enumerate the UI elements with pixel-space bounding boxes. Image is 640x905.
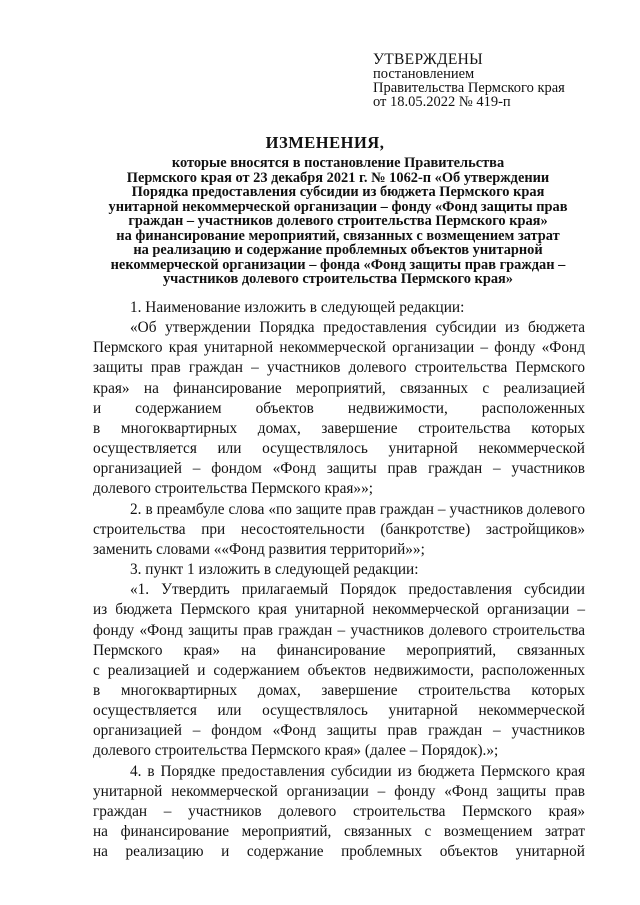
- subtitle-line: на реализацию и содержание проблемных объектов унитарной: [133, 242, 543, 258]
- subtitle-line: Порядка предоставления субсидии из бюджета Пермского края: [131, 184, 545, 200]
- subtitle-line: унитарной некоммерческой организации – фонду «Фонд защиты прав: [108, 198, 568, 215]
- document-title: ИЗМЕНЕНИЯ,: [265, 133, 385, 152]
- body-line: на финансирование мероприятий, связанных с возмещением затрат: [93, 823, 585, 841]
- body-line: Пермского края унитарной некоммерческой организации – фонду «Фонд: [93, 339, 585, 357]
- subtitle-line: граждан – участников долевого строительства Пермского края»: [128, 213, 548, 229]
- subtitle-line: некоммерческой организации – фонда «Фонд защиты прав граждан –: [110, 256, 566, 273]
- body-line: и содержанием объектов недвижимости, расположенных: [93, 399, 585, 417]
- subtitle-line: Пермского края от 23 декабря 2021 г. № 1062-п «Об утверждении: [126, 169, 550, 186]
- approval-line: постановлением: [373, 66, 475, 82]
- body-line: граждан – участников долевого строительства Пермского края»: [93, 802, 585, 820]
- body-line: из бюджета Пермского края унитарной некоммерческой организации –: [93, 601, 585, 619]
- document-body: [93, 298, 585, 862]
- body-line: «1. Утвердить прилагаемый Порядок предоставления субсидии: [130, 581, 585, 599]
- body-line: долевого строительства Пермского края»»;: [93, 480, 373, 498]
- body-line: фонду «Фонд защиты прав граждан – участников долевого строительства: [93, 621, 585, 639]
- approval-line: Правительства Пермского края: [373, 80, 565, 96]
- document-subtitle: [88, 156, 588, 287]
- body-line: организацией – фондом «Фонд защиты прав граждан – участников: [93, 722, 585, 740]
- body-line: строительства при несостоятельности (банкротстве) застройщиков»: [93, 520, 585, 538]
- body-line: защиты прав граждан – участников долевого строительства Пермского: [93, 359, 585, 377]
- body-line: 4. в Порядке предоставления субсидии из бюджета Пермского края: [130, 762, 585, 780]
- approval-stamp: [373, 53, 613, 109]
- subtitle-line: которые вносятся в постановление Правительства: [171, 155, 505, 171]
- body-line: долевого строительства Пермского края» (далее – Порядок).»;: [93, 742, 499, 760]
- subtitle-line: участников долевого строительства Пермского края»: [162, 271, 513, 287]
- body-line: осуществляется или осуществлялось унитарной некоммерческой: [93, 440, 585, 458]
- body-line: с реализацией и содержанием объектов недвижимости, расположенных: [93, 661, 585, 679]
- body-line: «Об утверждении Порядка предоставления субсидии из бюджета: [130, 319, 585, 337]
- body-line: 3. пункт 1 изложить в следующей редакции:: [130, 561, 419, 579]
- approval-date: от 18.05.2022 № 419-п: [373, 94, 511, 110]
- body-line: Пермского края» на финансирование мероприятий, связанных: [93, 641, 585, 659]
- body-line: 1. Наименование изложить в следующей редакции:: [130, 299, 465, 316]
- body-line: заменить словами ««Фонд развития территорий»»;: [93, 540, 425, 558]
- subtitle-line: на финансирование мероприятий, связанных с возмещением затрат: [116, 227, 560, 244]
- body-line: 2. в преамбуле слова «по защите прав граждан – участников долевого: [130, 500, 585, 518]
- body-line: в многоквартирных домах, завершение строительства которых: [93, 681, 585, 699]
- body-line: края» на финансирование мероприятий, связанных с реализацией: [93, 379, 585, 397]
- body-line: на реализацию и содержание проблемных объектов унитарной: [93, 843, 585, 861]
- approval-heading: УТВЕРЖДЕНЫ: [373, 51, 483, 68]
- body-line: осуществляется или осуществлялось унитарной некоммерческой: [93, 702, 585, 720]
- body-line: организацией – фондом «Фонд защиты прав граждан – участников: [93, 460, 585, 478]
- body-line: в многоквартирных домах, завершение строительства которых: [93, 419, 585, 437]
- body-line: унитарной некоммерческой организации – фонду «Фонд защиты прав: [93, 782, 585, 800]
